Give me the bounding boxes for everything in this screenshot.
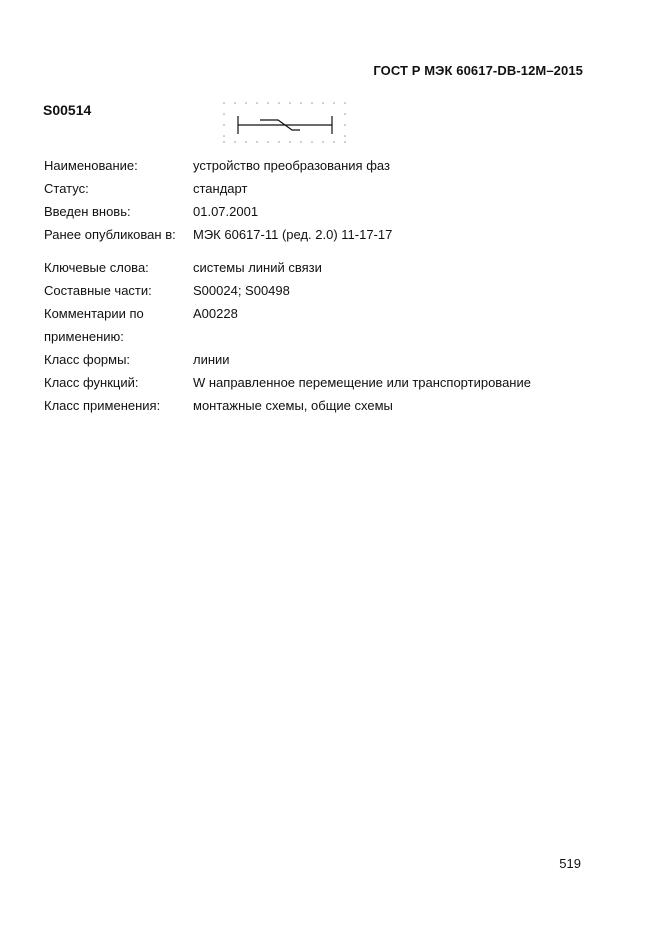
field-label: Составные части: bbox=[44, 283, 152, 298]
field-row bbox=[44, 394, 604, 417]
symbol-code: S00514 bbox=[43, 102, 92, 118]
field-value: S00024; S00498 bbox=[193, 283, 290, 298]
field-value: W направленное перемещение или транспортирование bbox=[193, 375, 531, 390]
field-label: Введен вновь: bbox=[44, 204, 131, 219]
standard-header: ГОСТ Р МЭК 60617-DB-12M–2015 bbox=[373, 63, 583, 78]
field-value: МЭК 60617-11 (ред. 2.0) 11-17-17 bbox=[193, 227, 393, 242]
field-row bbox=[44, 302, 604, 325]
field-value bbox=[193, 325, 604, 348]
field-row bbox=[44, 279, 604, 302]
field-value: устройство преобразования фаз bbox=[193, 158, 390, 173]
field-label: Статус: bbox=[44, 181, 89, 196]
field-row bbox=[44, 223, 604, 246]
field-value: линии bbox=[193, 352, 230, 367]
field-row bbox=[44, 200, 604, 223]
field-label: Класс применения: bbox=[44, 398, 161, 413]
field-value: монтажные схемы, общие схемы bbox=[193, 398, 393, 413]
field-value: 01.07.2001 bbox=[193, 204, 259, 219]
section-gap bbox=[44, 246, 604, 256]
field-label: Ранее опубликован в: bbox=[44, 227, 176, 242]
field-row bbox=[44, 348, 604, 371]
page-number: 519 bbox=[559, 856, 581, 871]
field-label: Ключевые слова: bbox=[44, 260, 149, 275]
field-row bbox=[44, 371, 604, 394]
field-label: Класс функций: bbox=[44, 375, 139, 390]
symbol-grid bbox=[223, 102, 346, 143]
field-value: системы линий связи bbox=[193, 260, 322, 275]
field-label: Комментарии по bbox=[44, 306, 144, 321]
field-label: Наименование: bbox=[44, 158, 138, 173]
phase-shifter-symbol bbox=[222, 100, 348, 144]
symbol-fields bbox=[44, 154, 604, 417]
field-label: Класс формы: bbox=[44, 352, 131, 367]
field-row bbox=[44, 177, 604, 200]
field-row bbox=[44, 256, 604, 279]
field-row bbox=[44, 154, 604, 177]
field-row bbox=[44, 325, 604, 348]
field-value: стандарт bbox=[193, 181, 248, 196]
field-value: A00228 bbox=[193, 306, 238, 321]
field-label: применению: bbox=[44, 329, 124, 344]
